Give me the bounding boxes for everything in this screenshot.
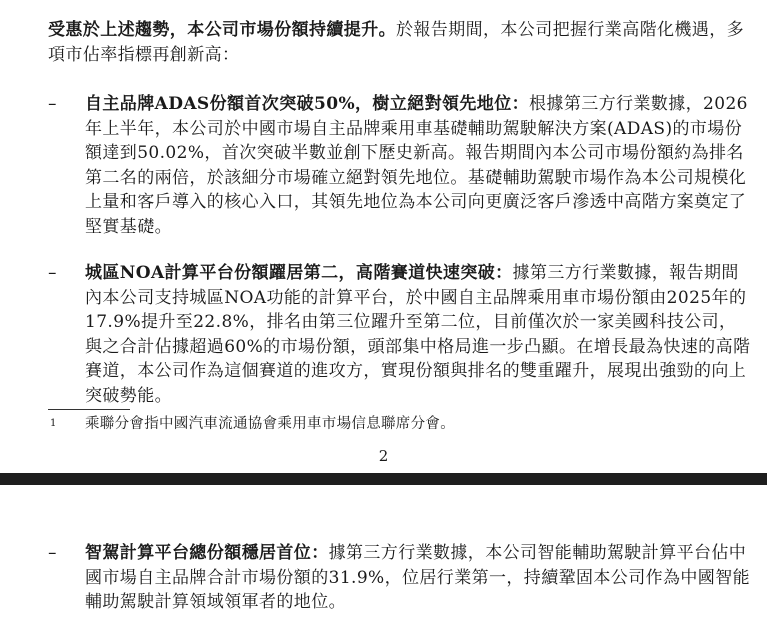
footnote-rule [48, 409, 130, 410]
bullet-body: 據第三方行業數據，本公司智能輔助駕駛計算平台佔中國市場自主品牌合計市場份額的31.9%，位居行業第一，持續鞏固本公司作為中國智能輔助駕駛計算領域領軍者的地位。 [85, 543, 751, 612]
bullet-dash: – [48, 263, 57, 283]
intro-text: 於報告期間，本公司把握行業高階化機遇，多項市佔率指標再創新高： [48, 20, 744, 65]
bullet-body: 據第三方行業數據，報告期間內本公司支持城區NOA功能的計算平台，於中國自主品牌乘用車市場份額由2025年的17.9%提升至22.8%，排名由第三位躍升至第二位，目前僅次於一家美國科技公司，與之合計佔據超過60%的市場份額，頭部集中格局進一步凸顯。在增長最為快速的高階賽道，本公司作為這個賽道的進攻方，實現份額與排名的雙重躍升，展現出強勁的向上突破勢能。 [85, 263, 751, 406]
page-break-bar [0, 473, 767, 485]
bullet-body: 根據第三方行業數據，2026年上半年，本公司於中國市場自主品牌乘用車基礎輔助駕駛解決方案(ADAS)的市場份額達到50.02%，首次突破半數並創下歷史新高。報告期間內本公司市場份額約為排名第二名的兩倍，於該細分市場確立絕對領先地位。基礎輔助駕駛市場作為本公司規模化上量和客戶導入的核心入口，其領先地位為本公司向更廣泛客戶滲透中高階方案奠定了堅實基礎。 [85, 94, 748, 237]
bullet-item-platform [85, 541, 753, 615]
intro-paragraph [48, 18, 753, 67]
bullet-item-adas [85, 92, 753, 239]
bullet-dash: – [48, 94, 57, 114]
page-number: 2 [378, 447, 389, 465]
intro-heading: 受惠於上述趨勢，本公司市場份額持續提升。 [48, 20, 396, 40]
bullet-heading: 智駕計算平台總份額穩居首位： [85, 543, 329, 563]
footnote-text: 乘聯分會指中國汽車流通協會乘用車市場信息聯席分會。 [85, 416, 455, 432]
bullet-heading: 城區NOA計算平台份額躍居第二，高階賽道快速突破： [85, 263, 513, 283]
bullet-dash: – [48, 543, 57, 563]
bullet-item-noa [85, 261, 753, 408]
footnote-marker: 1 [50, 418, 57, 429]
bullet-heading: 自主品牌ADAS份額首次突破50%，樹立絕對領先地位： [85, 94, 530, 114]
